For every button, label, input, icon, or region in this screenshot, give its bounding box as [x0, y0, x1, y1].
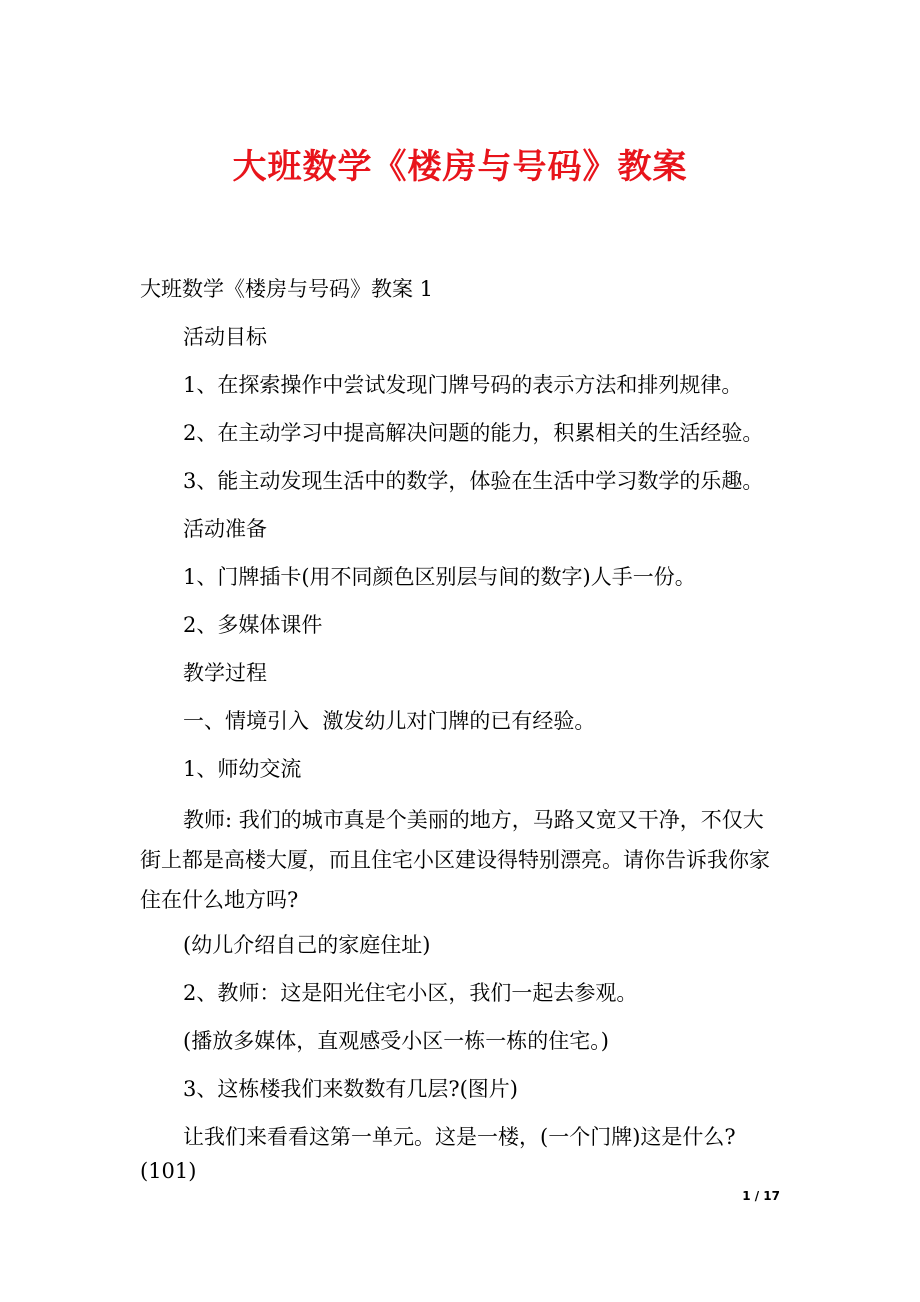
paragraph-step-1: 一、情境引入 激发幼儿对门牌的已有经验。 — [183, 709, 596, 733]
page-number: 1 / 17 — [742, 1189, 780, 1203]
paragraph-prep-2: 2、多媒体课件 — [183, 613, 323, 637]
paragraph-step-1-3: 3、这栋楼我们来数数有几层?(图片) — [183, 1077, 519, 1101]
paragraph-goal-3: 3、能主动发现生活中的数学，体验在生活中学习数学的乐趣。 — [183, 469, 764, 493]
paragraph-goal-1: 1、在探索操作中尝试发现门牌号码的表示方法和排列规律。 — [183, 373, 743, 397]
paragraph-teaching-process: 教学过程 — [183, 661, 267, 685]
paragraph-prep-1: 1、门牌插卡(用不同颜色区别层与间的数字)人手一份。 — [183, 565, 696, 589]
paragraph-children-intro: (幼儿介绍自己的家庭住址) — [183, 933, 431, 957]
paragraph-goal-2: 2、在主动学习中提高解决问题的能力，积累相关的生活经验。 — [183, 421, 764, 445]
document-body — [140, 272, 784, 1202]
paragraph-step-1-2: 2、教师：这是阳光住宅小区，我们一起去参观。 — [183, 981, 638, 1005]
paragraph-activity-goals: 活动目标 — [183, 325, 267, 349]
paragraph-activity-prep: 活动准备 — [183, 517, 267, 541]
section-heading: 大班数学《楼房与号码》教案 1 — [140, 277, 434, 301]
paragraph-step-1-1: 1、师幼交流 — [183, 757, 302, 781]
paragraph-first-unit: 让我们来看看这第一单元。这是一楼，(一个门牌)这是什么?(101) — [140, 1125, 736, 1183]
paragraph-multimedia: (播放多媒体，直观感受小区一栋一栋的住宅。) — [183, 1029, 609, 1053]
document-title: 大班数学《楼房与号码》教案 — [232, 147, 688, 187]
paragraph-teacher-dialogue: 教师: 我们的城市真是个美丽的地方，马路又宽又干净，不仅大街上都是高楼大厦，而且住宅小区建设得特别漂亮。请你告诉我你家住在什么地方吗? — [140, 808, 770, 912]
